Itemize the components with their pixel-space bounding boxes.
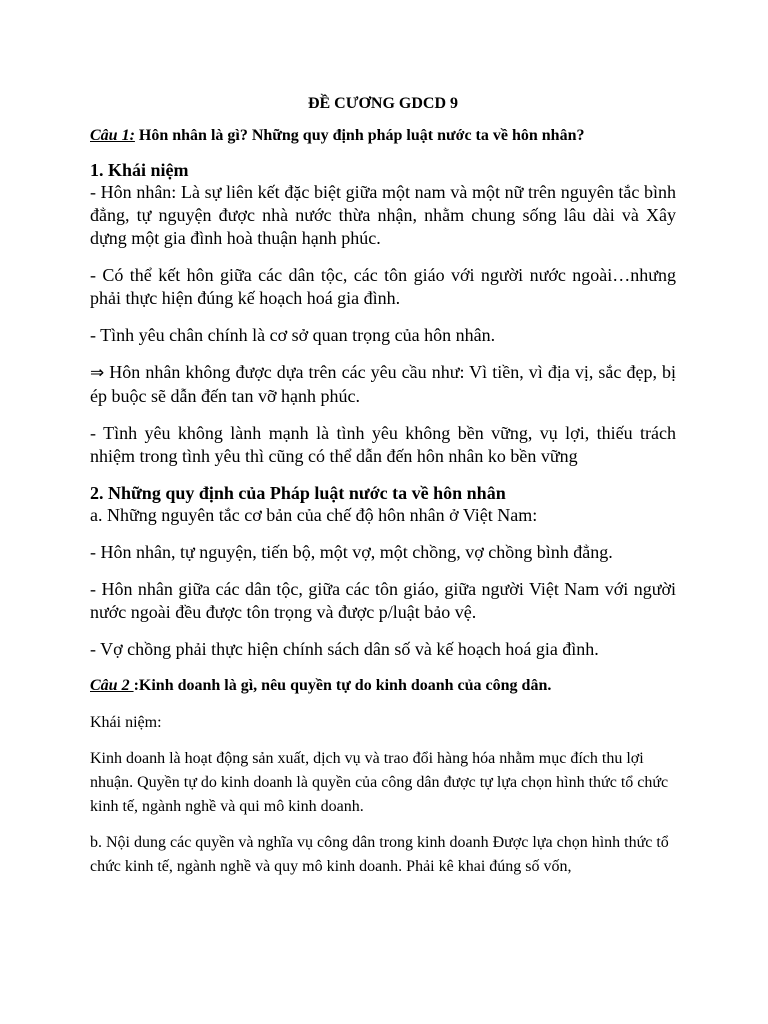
question-1-label: Câu 1: <box>90 127 135 144</box>
section-1-paragraph-4-text: Hôn nhân không được dựa trên các yêu cầu như: Vì tiền, vì địa vị, sắc đẹp, bị ép buộc sẽ dẫn đến tan vỡ hạnh phúc. <box>90 362 676 406</box>
question-2 <box>90 675 676 697</box>
section-1-paragraph-4 <box>90 361 676 408</box>
section-3-paragraph-2: b. Nội dung các quyền và nghĩa vụ công dân trong kinh doanh Được lựa chọn hình thức tổ chức kinh tế, ngành nghề và quy mô kinh doanh. Phải kê khai đúng số vốn, <box>90 834 669 875</box>
implies-arrow-icon: ⇒ <box>90 363 105 383</box>
section-2-heading: 2. Những quy định của Pháp luật nước ta về hôn nhân <box>90 483 506 503</box>
question-2-text: :Kinh doanh là gì, nêu quyền tự do kinh doanh của công dân. <box>133 677 552 694</box>
section-2-paragraph-3: - Vợ chồng phải thực hiện chính sách dân số và kế hoạch hoá gia đình. <box>90 639 599 659</box>
question-2-label: Câu 2 <box>90 677 134 694</box>
section-3-paragraph-1: Kinh doanh là hoạt động sản xuất, dịch vụ và trao đổi hàng hóa nhằm mục đích thu lợi nhuận. Quyền tự do kinh doanh là quyền của công dân được tự lựa chọn hình thức tổ chức kinh tế, ngành nghề và qui mô kinh doanh. <box>90 750 669 815</box>
document-body <box>90 93 676 891</box>
section-1-heading: 1. Khái niệm <box>90 160 189 180</box>
section-1-paragraph-2: - Có thể kết hôn giữa các dân tộc, các tôn giáo với người nước ngoài…nhưng phải thực hiện đúng kế hoạch hoá gia đình. <box>90 265 676 308</box>
question-1 <box>90 125 676 147</box>
section-2-subheading: a. Những nguyên tắc cơ bản của chế độ hôn nhân ở Việt Nam: <box>90 505 538 525</box>
document-title: ĐỀ CƯƠNG GDCD 9 <box>307 95 459 112</box>
section-3-label: Khái niệm: <box>90 714 162 731</box>
question-1-text: Hôn nhân là gì? Những quy định pháp luật nước ta về hôn nhân? <box>134 127 585 144</box>
section-1-paragraph-3: - Tình yêu chân chính là cơ sở quan trọng của hôn nhân. <box>90 325 496 345</box>
section-1-paragraph-1: - Hôn nhân: Là sự liên kết đặc biệt giữa một nam và một nữ trên nguyên tắc bình đẳng, tự nguyện được nhà nước thừa nhận, nhằm chung sống lâu dài và Xây dựng một gia đình hoà thuận hạnh phúc. <box>90 182 676 248</box>
section-1-paragraph-5: - Tình yêu không lành mạnh là tình yêu không bền vững, vụ lợi, thiếu trách nhiệm trong tình yêu thì cũng có thể dẫn đến hôn nhân ko bền vững <box>90 423 676 466</box>
section-2-paragraph-2: - Hôn nhân giữa các dân tộc, giữa các tôn giáo, giữa người Việt Nam với người nước ngoài đều được tôn trọng và được p/luật bảo vệ. <box>90 579 676 622</box>
section-2-paragraph-1: - Hôn nhân, tự nguyện, tiến bộ, một vợ, một chồng, vợ chồng bình đẳng. <box>90 542 613 562</box>
